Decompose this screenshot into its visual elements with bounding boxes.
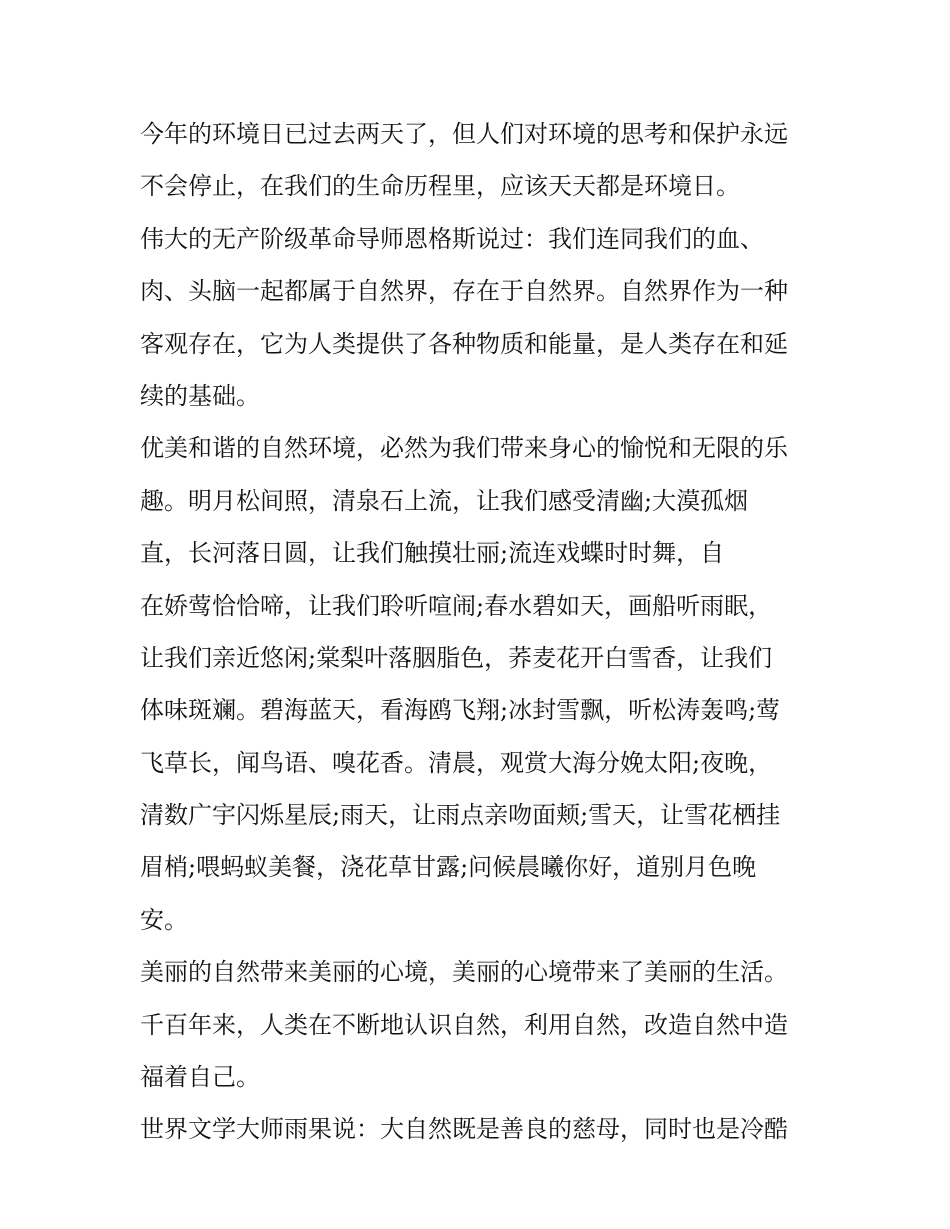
text-line: 续的基础。 — [140, 381, 260, 410]
text-line: 不会停止，在我们的生命历程里，应该天天都是环境日。 — [140, 172, 740, 201]
text-line: 美丽的自然带来美丽的心境，美丽的心境带来了美丽的生活。 — [140, 958, 788, 987]
text-line: 清数广宇闪烁星辰;雨天，让雨点亲吻面颊;雪天，让雪花栖挂 — [140, 801, 781, 830]
text-line: 肉、头脑一起都属于自然界，存在于自然界。自然界作为一种 — [140, 277, 788, 306]
text-line: 眉梢;喂蚂蚁美餐，浇花草甘露;问候晨曦你好，道别月色晚 — [140, 853, 757, 882]
text-line: 体味斑斓。碧海蓝天，看海鸥飞翔;冰封雪飘，听松涛轰鸣;莺 — [140, 696, 781, 725]
text-line: 直，长河落日圆，让我们触摸壮丽;流连戏蝶时时舞，自 — [140, 539, 725, 568]
text-line: 在娇莺恰恰啼，让我们聆听喧闹;春水碧如天，画船听雨眠， — [140, 591, 773, 620]
text-line: 优美和谐的自然环境，必然为我们带来身心的愉悦和无限的乐 — [140, 434, 788, 463]
text-line: 让我们亲近悠闲;棠梨叶落胭脂色，荞麦花开白雪香，让我们 — [140, 643, 773, 672]
text-line: 趣。明月松间照，清泉石上流，让我们感受清幽;大漠孤烟 — [140, 486, 749, 515]
text-line: 飞草长，闻鸟语、嗅花香。清晨，观赏大海分娩太阳;夜晚， — [140, 748, 773, 777]
body-text — [140, 108, 820, 1156]
text-line: 今年的环境日已过去两天了，但人们对环境的思考和保护永远 — [140, 120, 788, 148]
text-line: 伟大的无产阶级革命导师恩格斯说过：我们连同我们的血、 — [140, 224, 764, 253]
text-line: 世界文学大师雨果说：大自然既是善良的慈母，同时也是冷酷 — [140, 1115, 788, 1144]
text-line: 福着自己。 — [140, 1063, 260, 1092]
text-line: 千百年来，人类在不断地认识自然，利用自然，改造自然中造 — [140, 1010, 788, 1039]
text-line: 安。 — [140, 905, 188, 934]
text-line: 客观存在，它为人类提供了各种物质和能量，是人类存在和延 — [140, 329, 788, 358]
